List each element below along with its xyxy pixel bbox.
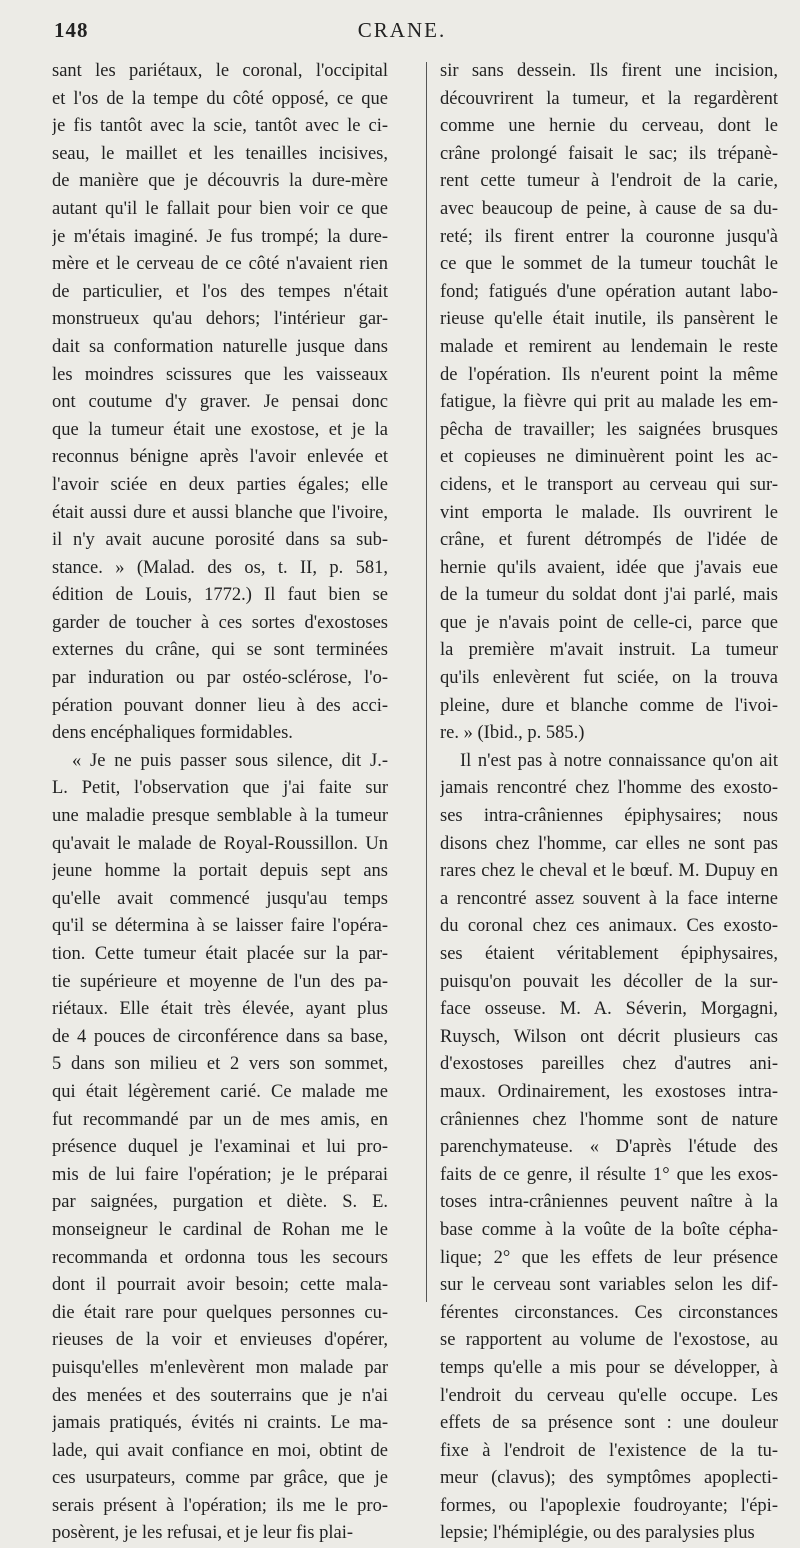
text-line: je m'étais imaginé. Je fus trompé; la dure- xyxy=(52,226,388,247)
text-line: était aussi dure et aussi blanche que l'ivoire, xyxy=(52,502,388,523)
text-line: se rapportent au volume de l'exostose, au xyxy=(440,1330,778,1351)
text-line: lepsie; l'hémiplégie, ou des paralysies plus xyxy=(440,1523,755,1544)
text-line: mère et le cerveau de ce côté n'avaient rien xyxy=(52,254,388,275)
text-line: serais présent à l'opération; ils me le pro- xyxy=(52,1495,388,1516)
text-line: de particulier, et l'os des tempes n'était xyxy=(52,281,388,302)
text-line: maux. Ordinairement, les exostoses intra- xyxy=(440,1081,778,1102)
text-line: par saignées, purgation et diète. S. E. xyxy=(52,1192,388,1213)
text-line: une maladie presque semblable à la tumeur xyxy=(52,806,388,827)
text-line: d'exostoses pareilles chez d'autres ani- xyxy=(440,1054,778,1075)
text-line: jamais rencontré chez l'homme des exosto- xyxy=(440,778,778,799)
text-line: rares chez le cheval et le bœuf. M. Dupuy en xyxy=(440,861,778,882)
text-line: riétaux. Elle était très élevée, ayant plus xyxy=(52,999,388,1020)
text-line: de 4 pouces de circonférence dans sa base, xyxy=(52,1026,388,1047)
text-line: malade et remirent au lendemain le reste xyxy=(440,336,778,357)
text-line: parenchymateuse. « D'après l'étude des xyxy=(440,1137,778,1158)
text-line: disons chez l'homme, car elles ne sont pas xyxy=(440,833,778,854)
text-line: qui était légèrement carié. Ce malade me xyxy=(52,1081,388,1102)
text-line: je fis tantôt avec la scie, tantôt avec le ci- xyxy=(52,116,388,137)
text-line: sur le cerveau sont variables selon les dif- xyxy=(440,1275,778,1296)
text-line: jamais pratiqués, évités ni craints. Le ma- xyxy=(52,1413,388,1434)
column-divider xyxy=(426,62,427,1302)
text-line: et l'os de la tempe du côté opposé, ce que xyxy=(52,88,388,109)
running-head: CRANE. xyxy=(357,18,447,42)
text-line: découvrirent la tumeur, et la regardèrent xyxy=(440,88,778,109)
text-line: ses étaient véritablement épiphysaires, xyxy=(440,944,778,964)
text-line: rent cette tumeur à l'endroit de la carie, xyxy=(440,171,778,192)
text-line: jeune homme la portait depuis sept ans xyxy=(52,861,388,882)
text-line: 5 dans son milieu et 2 vers son sommet, xyxy=(52,1054,388,1075)
text-line: meur (clavus); des symptômes apoplecti- xyxy=(440,1468,778,1489)
text-line: férentes circonstances. Ces circonstances xyxy=(440,1302,778,1323)
text-line: crâniennes chez l'homme sont de nature xyxy=(440,1109,778,1130)
text-line: tie supérieure et moyenne de l'un des pa- xyxy=(52,971,388,992)
text-line: de la tumeur du soldat dont j'ai parlé, mais xyxy=(440,585,778,606)
text-line: fond; fatigués d'une opération autant labo- xyxy=(440,281,778,302)
text-line: de l'opération. Ils n'eurent point la même xyxy=(440,364,778,385)
text-line: re. » (Ibid., p. 585.) xyxy=(440,723,585,744)
text-line: fixe à l'endroit de l'existence de la tu- xyxy=(440,1440,778,1461)
text-line: du coronal chez ces animaux. Ces exosto- xyxy=(440,916,778,937)
text-line: Il n'est pas à notre connaissance qu'on ait xyxy=(460,750,778,771)
text-line: puisqu'on pouvait les décoller de la sur- xyxy=(440,971,778,992)
right-column xyxy=(440,58,778,1548)
text-line: crâne, et furent détrompés de l'idée de xyxy=(440,530,778,551)
text-line: avec beaucoup de peine, à cause de sa du- xyxy=(440,198,778,219)
text-line: rieuse qu'elle était inutile, ils pansèrent le xyxy=(440,309,778,330)
text-line: dont il pourrait avoir besoin; cette mala- xyxy=(52,1275,388,1296)
text-line: il n'y avait aucune porosité dans sa sub- xyxy=(52,530,388,551)
text-line: que je n'avais point de celle-ci, parce que xyxy=(440,612,778,633)
text-line: édition de Louis, 1772.) Il faut bien se xyxy=(52,585,388,606)
text-line: la première m'avait instruit. La tumeur xyxy=(440,640,778,661)
text-line: face osseuse. M. A. Séverin, Morgagni, xyxy=(440,999,778,1020)
text-line: dens encéphaliques formidables. xyxy=(52,723,293,744)
text-line: die était rare pour quelques personnes cu- xyxy=(52,1302,388,1323)
text-line: fatigue, la fièvre qui prit au malade les em- xyxy=(440,392,778,413)
text-line: l'avoir sciée en deux parties égales; elle xyxy=(52,474,388,495)
text-line: qu'il se détermina à se laisser faire l'opéra- xyxy=(52,916,388,937)
text-line: qu'avait le malade de Royal-Roussillon. Un xyxy=(52,833,388,854)
text-line: effets de sa présence sont : une douleur xyxy=(440,1413,778,1434)
text-line: reconnus bénigne après l'avoir enlevée et xyxy=(52,447,388,468)
left-column xyxy=(52,58,388,1548)
text-line: ses intra-crâniennes épiphysaires; nous xyxy=(440,806,778,827)
text-line: les moindres scissures que les vaisseaux xyxy=(52,364,388,385)
text-line: rieuses de la voir et envieuses d'opérer, xyxy=(52,1330,388,1351)
text-line: et copieuses ne diminuèrent point les ac- xyxy=(440,447,778,468)
text-line: a rencontré assez souvent à la face interne xyxy=(440,888,778,909)
text-line: qu'elle avait commencé jusqu'au temps xyxy=(52,888,388,909)
page-header xyxy=(54,18,750,54)
text-line: faits de ce genre, il résulte 1° que les exos- xyxy=(440,1164,778,1185)
text-line: temps qu'elle a mis pour se développer, à xyxy=(440,1357,778,1378)
text-line: autant qu'il le fallait pour bien voir ce que xyxy=(52,198,388,219)
text-line: fut recommandé par un de mes amis, en xyxy=(52,1109,388,1130)
text-line: formes, ou l'apoplexie foudroyante; l'épi- xyxy=(440,1495,778,1516)
text-line: ont coutume d'y graver. Je pensai donc xyxy=(52,392,388,413)
text-line: reté; ils firent entrer la couronne jusqu'à xyxy=(440,226,778,247)
text-line: ces usurpateurs, comme par grâce, que je xyxy=(52,1468,388,1489)
text-line: externes du crâne, qui se sont terminées xyxy=(52,640,388,661)
text-line: puisqu'elles m'enlevèrent mon malade par xyxy=(52,1357,388,1378)
text-line: tion. Cette tumeur était placée sur la par- xyxy=(52,944,388,964)
text-line: pleine, dure et blanche comme de l'ivoi- xyxy=(440,695,778,716)
text-line: de manière que je découvris la dure-mère xyxy=(52,171,388,192)
text-line: comme une hernie du cerveau, dont le xyxy=(440,116,778,137)
text-line: garder de toucher à ces sortes d'exostoses xyxy=(52,612,388,633)
text-line: crâne prolongé faisait le sac; ils trépanè- xyxy=(440,143,778,164)
text-line: recommanda et ordonna tous les secours xyxy=(52,1247,388,1268)
text-line: pération pouvant donner lieu à des acci- xyxy=(52,695,388,716)
text-line: monstrueux qu'au dehors; l'intérieur gar- xyxy=(52,309,388,330)
text-line: posèrent, je les refusai, et je leur fis plai- xyxy=(52,1523,354,1544)
text-line: hernie qu'ils avaient, idée que j'avais eue xyxy=(440,557,778,578)
text-line: qu'ils enlevèrent fut sciée, on la trouva xyxy=(440,668,778,689)
text-line: « Je ne puis passer sous silence, dit J.- xyxy=(72,750,388,771)
text-line: stance. » (Malad. des os, t. II, p. 581, xyxy=(52,557,388,578)
text-line: base comme à la voûte de la boîte cépha- xyxy=(440,1219,778,1240)
text-line: l'endroit du cerveau qu'elle occupe. Les xyxy=(440,1385,778,1406)
text-line: présence duquel je l'examinai et lui pro- xyxy=(52,1137,388,1158)
page-number: 148 xyxy=(54,18,89,42)
text-line: des menées et des souterrains que je n'ai xyxy=(52,1385,388,1406)
text-line: sir sans dessein. Ils firent une incision, xyxy=(440,61,778,81)
text-line: lade, qui avait confiance en moi, obtint de xyxy=(52,1440,388,1461)
text-line: sant les pariétaux, le coronal, l'occipital xyxy=(52,61,388,81)
text-line: Ruysch, Wilson ont décrit plusieurs cas xyxy=(440,1026,778,1047)
text-line: L. Petit, l'observation que j'ai faite sur xyxy=(52,778,388,799)
text-line: toses intra-crâniennes peuvent naître à la xyxy=(440,1192,778,1213)
text-line: lique; 2° que les effets de leur présence xyxy=(440,1247,778,1268)
text-line: que la tumeur était une exostose, et je la xyxy=(52,419,388,440)
text-line: monseigneur le cardinal de Rohan me le xyxy=(52,1219,388,1240)
text-line: pêcha de travailler; les saignées brusques xyxy=(440,419,778,440)
text-line: ce que le sommet de la tumeur touchât le xyxy=(440,254,778,275)
text-line: mis de lui faire l'opération; je le préparai xyxy=(52,1164,388,1185)
text-line: vint emporta le malade. Ils ouvrirent le xyxy=(440,502,778,523)
text-line: par induration ou par ostéo-sclérose, l'o- xyxy=(52,668,388,689)
text-line: seau, le maillet et les tenailles incisives, xyxy=(52,143,388,164)
text-line: cidens, et le transport au cerveau qui sur- xyxy=(440,474,778,495)
text-line: dait sa conformation naturelle jusque dans xyxy=(52,336,388,357)
